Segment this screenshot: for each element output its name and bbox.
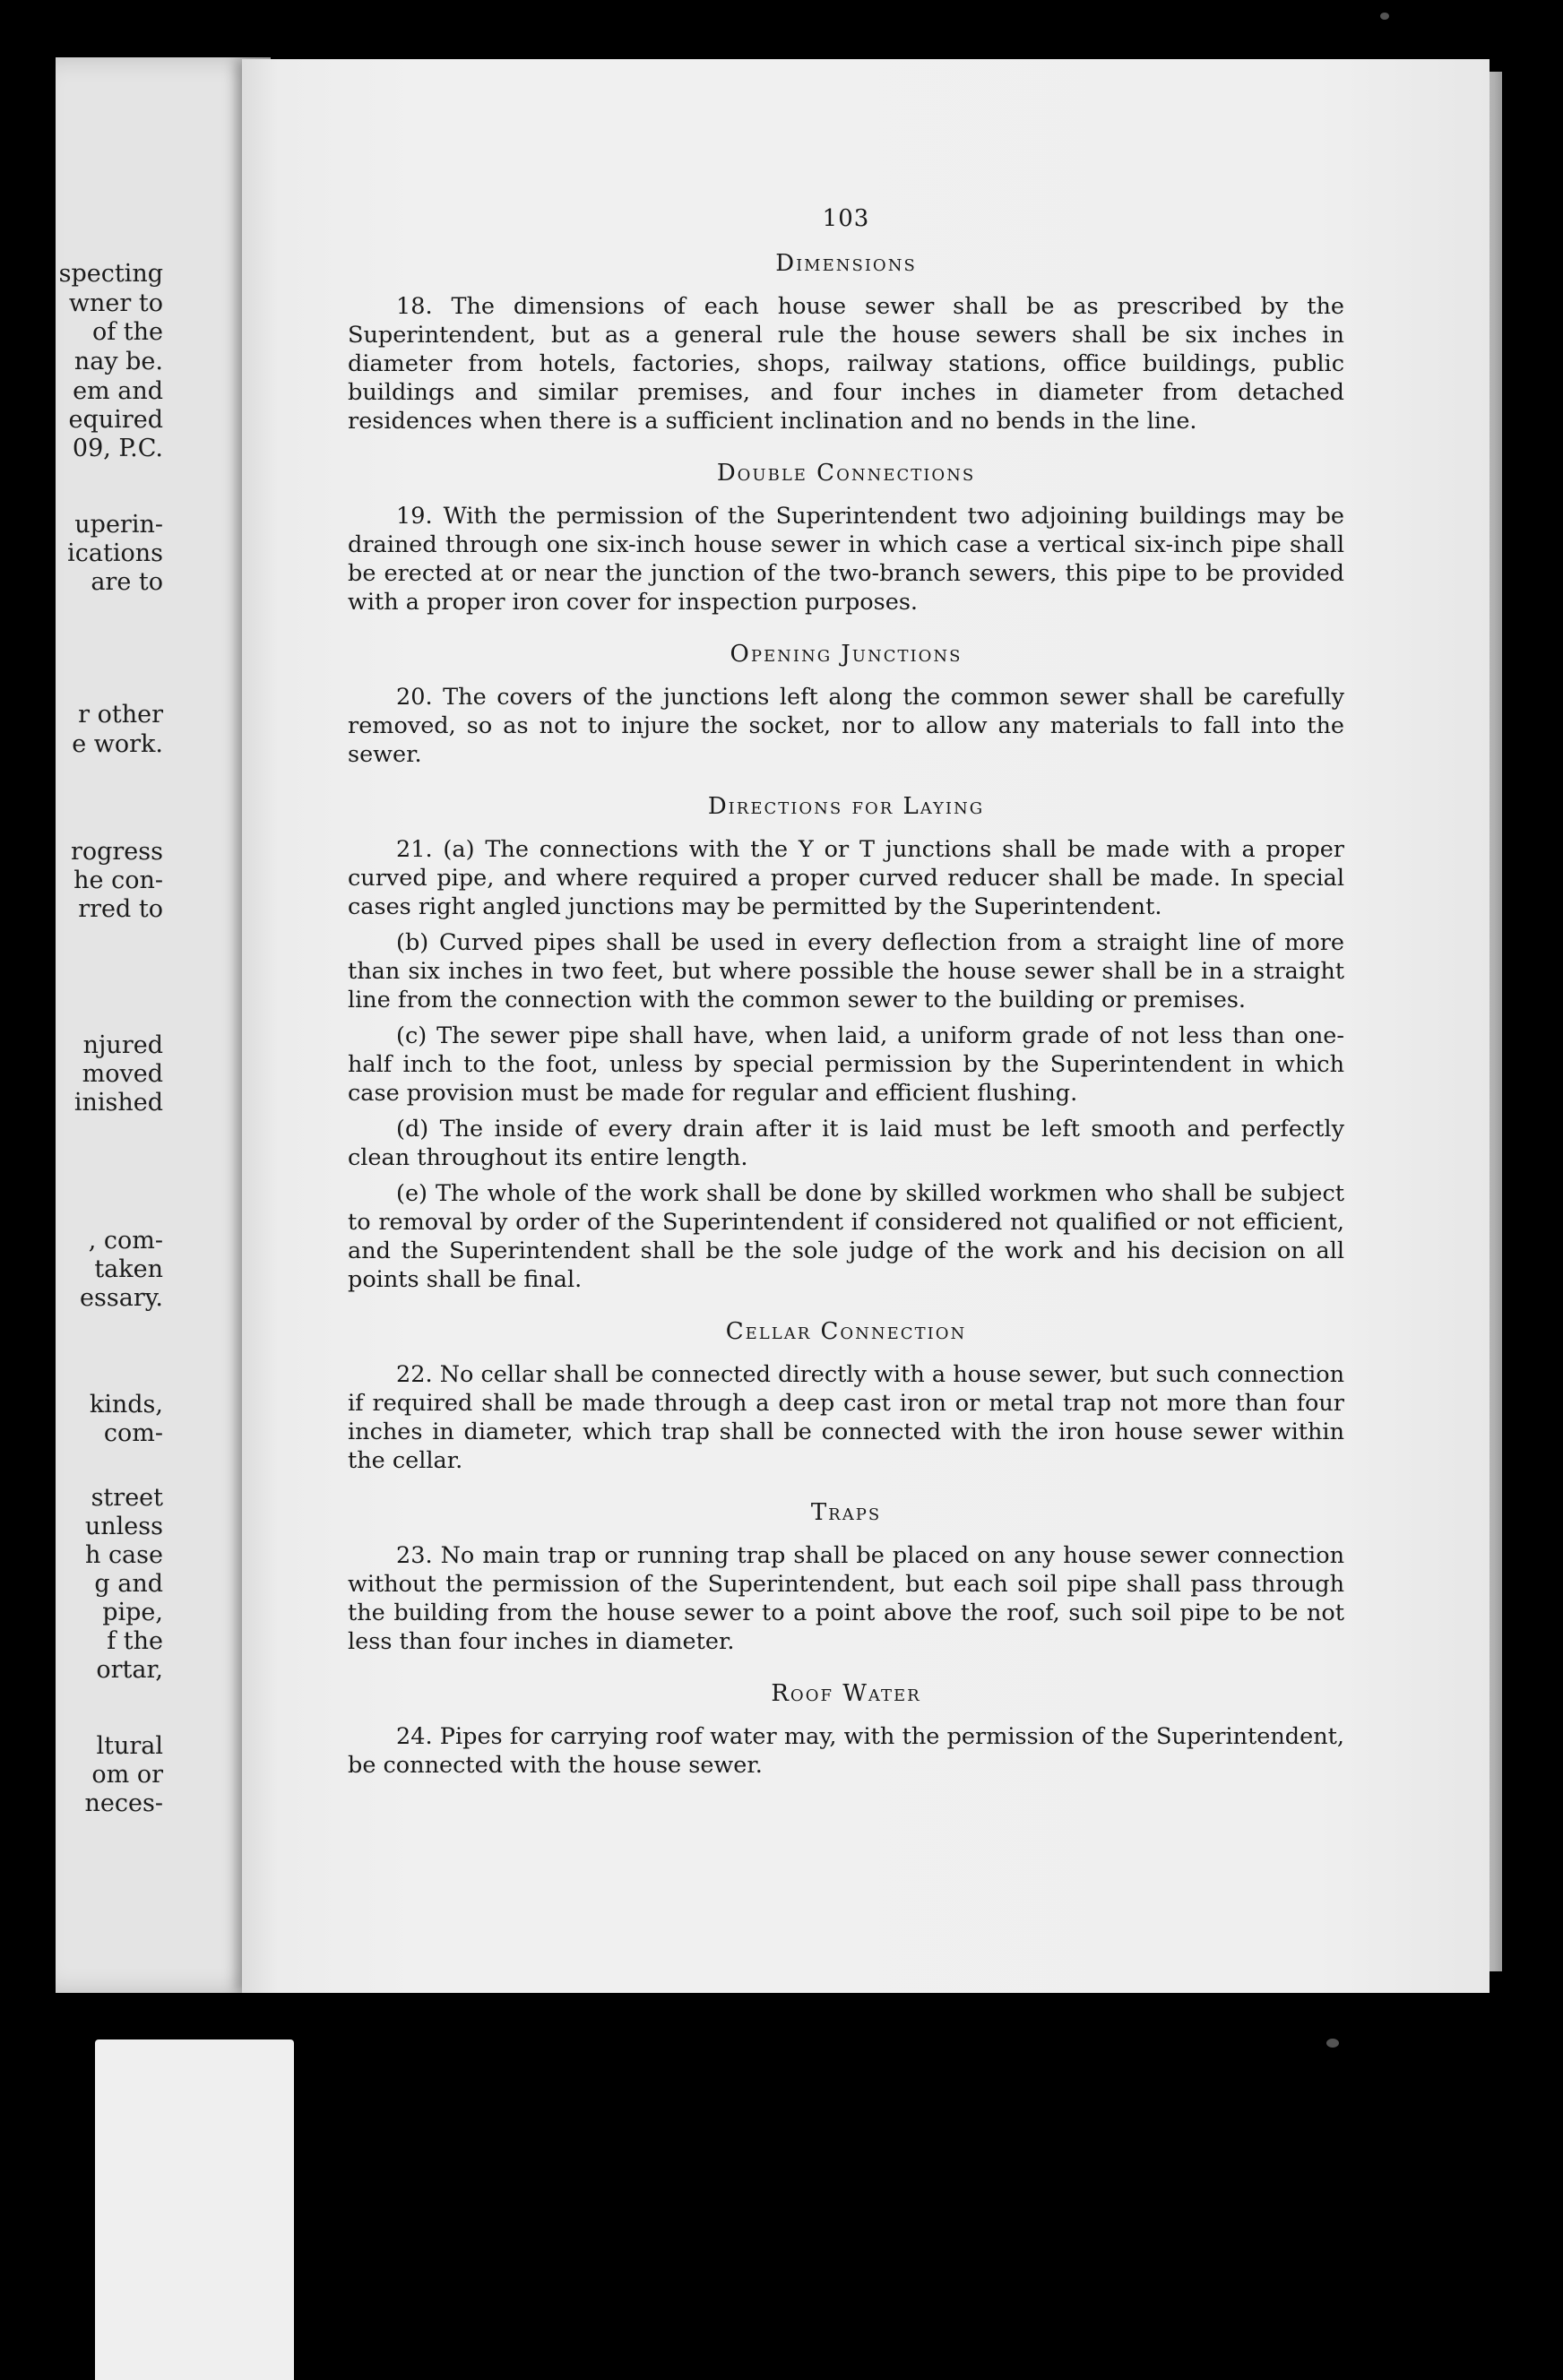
left-fragment: ltural — [96, 1732, 163, 1760]
left-fragment: specting — [58, 260, 163, 288]
left-fragment: pipe, — [102, 1599, 163, 1626]
left-fragment: r other — [78, 701, 163, 729]
left-fragment: street — [91, 1484, 163, 1512]
left-fragment: om or — [91, 1761, 163, 1789]
left-fragment: f the — [107, 1627, 163, 1655]
paragraph-21c: (c) The sewer pipe shall have, when laid, a uniform grade of not less than one-half inch to the foot, unless by special permission by the Superintendent in which case provision must be made for regular and efficient flushing. — [348, 1022, 1344, 1107]
left-fragment: wner to — [68, 289, 163, 317]
left-fragment: neces- — [84, 1789, 163, 1817]
section-heading-roof-water: Roof Water — [771, 1680, 921, 1707]
paragraph-24: 24. Pipes for carrying roof water may, with the permission of the Superintendent, be connected with the house sewer. — [348, 1723, 1344, 1779]
left-fragment: g and — [94, 1570, 163, 1598]
left-fragment: com- — [103, 1419, 163, 1447]
left-fragment: ications — [67, 539, 163, 567]
paragraph-22: 22. No cellar shall be connected directly with a house sewer, but such connection if required shall be made through a deep cast iron or metal trap not more than four inches in diameter, which trap shall be connected with the iron house sewer within the cellar. — [348, 1361, 1344, 1474]
paragraph-23: 23. No main trap or running trap shall be placed on any house sewer connection without the permission of the Superintendent, but each soil pipe shall pass through the building from the house sewer to a point above the roof, such soil pipe to be not less than four inches in diameter. — [348, 1542, 1344, 1655]
left-fragment: taken — [94, 1255, 163, 1283]
left-fragment: he con- — [73, 867, 163, 894]
left-fragment: are to — [91, 568, 163, 596]
left-fragment: inished — [73, 1089, 163, 1117]
left-fragment: e work. — [72, 730, 163, 758]
scan-speck — [1326, 2039, 1339, 2048]
left-fragment: uperin- — [74, 511, 163, 539]
left-fragment: ortar, — [96, 1656, 163, 1684]
section-heading-opening-junctions: Opening Junctions — [730, 641, 963, 668]
paragraph-21b: (b) Curved pipes shall be used in every deflection from a straight line of more than six inches in two feet, but where possible the house sewer shall be in a straight line from the connection with the common sewer to the building or premises. — [348, 929, 1344, 1013]
left-fragment: 09, P.C. — [72, 435, 163, 462]
section-heading-cellar-connection: Cellar Connection — [725, 1318, 967, 1345]
section-heading-traps: Traps — [810, 1499, 882, 1526]
paragraph-21e: (e) The whole of the work shall be done by skilled workmen who shall be subject to removal by order of the Superintendent if considered not qualified or not efficient, and the Superintendent shall be the sole judge of the work and his decision on all points shall be final. — [348, 1180, 1344, 1293]
left-fragment: of the — [91, 318, 163, 346]
paragraph-21a: 21. (a) The connections with the Y or T junctions shall be made with a proper curved pipe, and where required a proper curved reducer shall be made. In special cases right angled junctions may be permitted by the Superintendent. — [348, 836, 1344, 920]
left-fragment: essary. — [80, 1284, 163, 1312]
left-fragment: h case — [84, 1541, 163, 1569]
page-number: 103 — [822, 205, 870, 232]
left-fragment: equired — [68, 406, 163, 434]
left-fragment: rred to — [78, 895, 163, 923]
page-content — [348, 179, 1344, 1787]
left-page-edge — [56, 57, 271, 1993]
left-fragment: , com- — [88, 1227, 163, 1255]
left-fragment: moved — [82, 1060, 163, 1088]
left-fragment: nay be. — [73, 348, 163, 375]
paragraph-21d: (d) The inside of every drain after it is laid must be left smooth and perfectly clean throughout its entire length. — [348, 1116, 1344, 1171]
left-fragment: rogress — [70, 838, 163, 866]
paragraph-18: 18. The dimensions of each house sewer shall be as prescribed by the Superintendent, but as a general rule the house sewers shall be six inches in diameter from hotels, factories, shops, railway stations, office buildings, public buildings and similar premises, and four inches in diameter from detached residences when there is a sufficient inclination and no bends in the line. — [348, 293, 1344, 435]
section-heading-dimensions: Dimensions — [775, 250, 917, 277]
scan-speck — [1380, 13, 1389, 20]
paragraph-20: 20. The covers of the junctions left along the common sewer shall be carefully removed, so as not to injure the socket, nor to allow any materials to fall into the sewer. — [348, 684, 1344, 768]
left-fragment: em and — [73, 377, 163, 405]
section-heading-directions-for-laying: Directions for Laying — [707, 793, 985, 820]
left-fragment: kinds, — [89, 1391, 163, 1419]
section-heading-double-connections: Double Connections — [716, 460, 976, 487]
left-fragment: njured — [82, 1031, 163, 1059]
paragraph-19: 19. With the permission of the Superintendent two adjoining buildings may be drained through one six-inch house sewer in which case a vertical six-inch pipe shall be erected at or near the junction of the two-branch sewers, this pipe to be provided with a proper iron cover for inspection purposes. — [348, 503, 1344, 616]
left-fragment: unless — [84, 1513, 163, 1540]
paper-slip — [95, 2039, 294, 2380]
